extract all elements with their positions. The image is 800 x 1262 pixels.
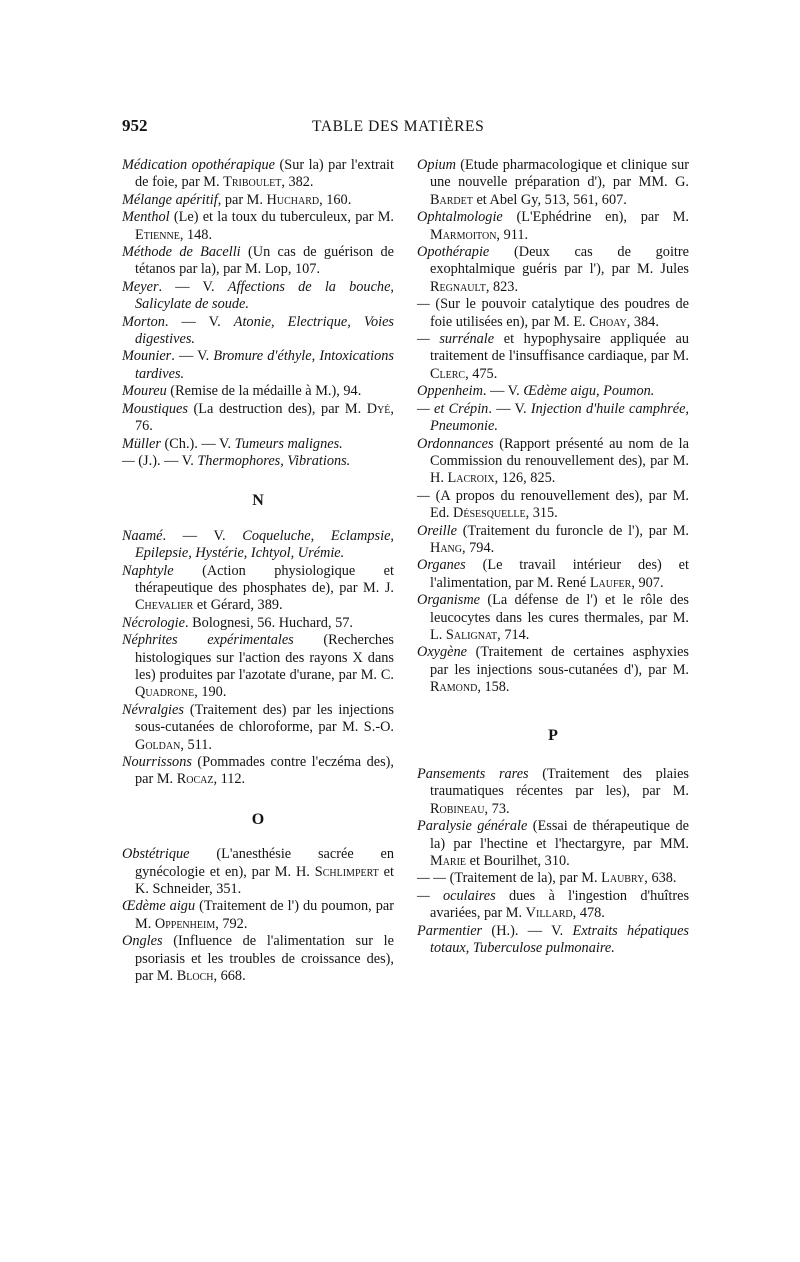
entry-author: Lacroix xyxy=(447,470,495,487)
entry-author: Salignat xyxy=(445,626,498,643)
entry-heading: Mounier xyxy=(122,348,172,365)
entry-heading: Mélange apéritif xyxy=(122,191,218,208)
index-entry xyxy=(122,754,394,789)
entry-list-p xyxy=(417,766,689,957)
entry-author: Oppenheim xyxy=(154,915,216,932)
entry-text: (Sur la) par l'extrait de foie, par M. xyxy=(135,157,394,191)
entry-text: (Ch.). — V. xyxy=(160,435,235,452)
entry-heading: Opium xyxy=(417,157,456,173)
index-entry xyxy=(122,157,394,192)
index-entry xyxy=(417,870,689,887)
entry-author: Huchard xyxy=(266,191,320,208)
section-letter-n: N xyxy=(252,492,264,510)
entry-text: et hypophysaire appliquée au traitement de l'insuffisance cardiaque, par M. xyxy=(430,331,689,365)
entry-tail: , 126, 825. xyxy=(494,470,556,487)
entry-see-also: Œdème aigu, Poumon. xyxy=(523,383,655,400)
entry-heading: Ophtalmologie xyxy=(417,209,503,226)
entry-tail: , 384. xyxy=(626,313,659,330)
entry-author: Bardet xyxy=(430,191,473,208)
index-entry xyxy=(122,933,394,985)
entry-tail: et Bourilhet, 310. xyxy=(466,853,570,870)
index-entry xyxy=(417,923,689,958)
entry-heading: — oculaires xyxy=(417,887,496,904)
entry-author: Laubry xyxy=(601,870,645,887)
index-entry xyxy=(122,401,394,436)
index-entry xyxy=(122,192,394,209)
entry-text: (Traitement des plaies traumatiques récentes par les), par M. xyxy=(430,766,689,800)
entry-text: (Traitement de la), par M. xyxy=(446,870,602,887)
entry-heading: Nécrologie xyxy=(122,614,185,631)
entry-heading: Morton xyxy=(122,313,165,330)
entry-heading: Ongles xyxy=(122,933,163,950)
entry-text: (Traitement de l') du poumon, par M. xyxy=(135,898,394,932)
entry-heading: Névralgies xyxy=(122,701,184,718)
entry-tail: , 668. xyxy=(213,968,246,985)
index-entry xyxy=(417,436,689,488)
entry-text: (H.). — V. xyxy=(482,922,573,939)
entry-text: (L'anesthésie sacrée en gynécologie et en), par M. H. xyxy=(135,846,394,880)
entry-tail: , 911. xyxy=(496,226,529,243)
index-entry xyxy=(122,244,394,279)
index-entry xyxy=(122,528,394,563)
entry-author: Villard xyxy=(525,905,573,922)
entry-text: . — V. xyxy=(488,400,531,417)
entry-heading: Müller xyxy=(122,435,161,452)
entry-text: dues à l'ingestion d'huîtres avariées, par M. xyxy=(430,887,690,922)
index-entry xyxy=(417,296,689,331)
entry-text: . Bolognesi, 56. Huchard, 57. xyxy=(185,614,353,631)
entry-see-also: Injection d'huile camphrée, Pneumonie. xyxy=(430,400,689,435)
entry-text: (A propos du renouvellement des), par M. Ed. xyxy=(429,487,689,522)
entry-text: (Remise de la médaille à M.), 94. xyxy=(166,383,362,400)
entry-heading: — — xyxy=(417,870,446,887)
entry-tail: , 190. xyxy=(194,684,227,701)
index-entry xyxy=(417,766,689,818)
entry-author: Ramond xyxy=(430,679,478,696)
entry-heading: Parmentier xyxy=(417,922,483,939)
entry-text: (Action physiologique et thérapeutique des phosphates de), par M. J. xyxy=(135,562,394,596)
entry-heading: Moustiques xyxy=(122,400,188,417)
index-entry xyxy=(122,279,394,314)
entry-text: (Le travail intérieur des) et l'alimentation, par M. René xyxy=(430,557,689,591)
entry-tail: , 823. xyxy=(485,278,519,295)
index-entry xyxy=(122,436,394,453)
entry-author: Laufer xyxy=(589,574,632,591)
entry-heading: Paralysie générale xyxy=(417,818,528,835)
entry-author: Clerc xyxy=(430,365,466,382)
entry-heading: Néphrites expérimentales xyxy=(122,632,294,649)
index-entry xyxy=(122,563,394,615)
entry-heading: — xyxy=(122,452,135,469)
index-entry xyxy=(417,244,689,296)
entry-text: (Traitement des) par les injections sous-cutanées de chloroforme, par M. S.-O. xyxy=(135,701,394,736)
entry-heading: Moureu xyxy=(122,383,167,400)
entry-heading: Meyer xyxy=(122,278,159,295)
entry-heading: Naphtyle xyxy=(122,562,174,579)
entry-text: . — V. xyxy=(164,313,234,330)
entry-text: (La défense de l') et le rôle des leucocytes dans les cures thermales, par M. L. xyxy=(430,592,689,643)
entry-tail: , 148. xyxy=(179,226,213,243)
index-entry xyxy=(417,383,689,400)
entry-text: (Pommades contre l'eczéma des), par M. xyxy=(135,754,394,788)
entry-author: Choay xyxy=(589,313,627,330)
entry-heading: Œdème aigu xyxy=(122,898,196,915)
entry-text: (Sur le pouvoir catalytique des poudres de foie utilisées en), par M. E. xyxy=(429,296,689,330)
entry-author: Dyé xyxy=(366,400,391,417)
entry-text: (Le) et la toux du tuberculeux, par M. xyxy=(169,209,394,226)
section-letter-o: O xyxy=(251,810,265,828)
entry-list-m xyxy=(122,157,394,470)
entry-author: Triboulet xyxy=(223,174,282,191)
entry-tail: , 478. xyxy=(572,905,605,922)
entry-author: Chevalier xyxy=(135,597,194,614)
entry-author: Désesquelle xyxy=(453,505,526,522)
entry-text: (Un cas de guérison de tétanos par la), par M. Lop, 107. xyxy=(135,244,394,278)
entry-heading: Opothérapie xyxy=(417,244,490,261)
entry-list-n xyxy=(122,528,394,789)
entry-tail: , 714. xyxy=(497,626,530,643)
entry-tail: , 382. xyxy=(281,174,314,191)
entry-see-also: Atonie, Electrique, Voies digestives. xyxy=(135,313,394,348)
entry-heading: Organisme xyxy=(417,592,481,609)
index-entry xyxy=(417,523,689,558)
entry-see-also: Coqueluche, Eclampsie, Epilepsie, Hystérie, Ichtyol, Urémie. xyxy=(135,527,394,562)
entry-author: Rocaz xyxy=(176,771,214,788)
entry-see-also: Affections de la bouche, Salicylate de soude. xyxy=(135,278,394,313)
entry-heading: — et Crépin xyxy=(417,400,489,417)
entry-author: Robineau xyxy=(430,800,485,817)
entry-tail: , 315. xyxy=(525,505,558,522)
entry-text: , par M. xyxy=(217,191,267,208)
entry-text: (La destruction des), par M. xyxy=(187,400,367,417)
entry-heading: Méthode de Bacelli xyxy=(122,244,241,261)
entry-heading: — surrénale xyxy=(417,331,495,348)
entry-author: Schlimpert xyxy=(314,863,379,880)
index-entry xyxy=(417,818,689,870)
entry-text: (Recherches histologiques sur l'action des rayons X dans les) produites par l'azotate d'urane, par M. C. xyxy=(135,632,394,683)
page-number: 952 xyxy=(122,116,148,135)
entry-heading: Pansements rares xyxy=(417,766,529,782)
index-entry xyxy=(122,348,394,383)
entry-list-o-right xyxy=(417,157,689,697)
entry-see-also: Bromure d'éthyle, Intoxications tardives. xyxy=(135,348,394,382)
entry-author: Etienne xyxy=(135,226,180,243)
left-column xyxy=(122,157,394,985)
index-entry xyxy=(417,592,689,644)
entry-tail: et K. Schneider, 351. xyxy=(135,863,394,898)
entry-tail: et Gérard, 389. xyxy=(193,597,283,614)
entry-tail: et Abel Gy, 513, 561, 607. xyxy=(472,191,627,208)
index-entry xyxy=(417,488,689,523)
entry-heading: — xyxy=(417,296,430,313)
index-entry xyxy=(122,846,394,898)
entry-author: Bloch xyxy=(176,968,214,985)
index-entry xyxy=(417,331,689,383)
entry-author: Quadrone xyxy=(135,684,195,701)
index-entry xyxy=(122,898,394,933)
entry-tail: , 792. xyxy=(215,915,248,932)
index-entry xyxy=(417,157,689,209)
entry-text: . — V. xyxy=(158,278,228,295)
entry-heading: Menthol xyxy=(122,209,170,226)
entry-text: (Deux cas de goitre exophtalmique guéris par l'), par M. Jules xyxy=(430,244,689,278)
entry-heading: Oreille xyxy=(417,522,457,539)
index-entry xyxy=(122,453,394,470)
index-entry xyxy=(122,632,394,702)
entry-author: Hang xyxy=(430,539,462,556)
entry-text: (Etude pharmacologique et clinique sur une nouvelle préparation d'), par MM. G. xyxy=(430,157,689,191)
index-entry xyxy=(417,401,689,436)
entry-heading: Nourrissons xyxy=(122,754,192,770)
entry-text: (Traitement de certaines asphyxies par les injections sous-cutanées d'), par M. xyxy=(430,644,689,678)
index-entry xyxy=(417,209,689,244)
entry-tail: , 907. xyxy=(631,574,664,591)
entry-heading: Médication opothérapique xyxy=(122,157,275,173)
entry-tail: , 638. xyxy=(644,870,677,887)
entry-text: (Influence de l'alimentation sur le psoriasis et les troubles de croissance des), par M. xyxy=(135,933,394,985)
entry-heading: Oxygène xyxy=(417,644,468,661)
index-entry xyxy=(122,615,394,632)
entry-heading: Ordonnances xyxy=(417,435,494,452)
entry-heading: Naamé xyxy=(122,527,163,544)
entry-tail: , 76. xyxy=(135,400,394,435)
entry-text: . — V. xyxy=(482,383,524,400)
right-column xyxy=(417,157,689,957)
entry-tail: , 475. xyxy=(465,365,498,382)
index-entry xyxy=(417,644,689,696)
index-entry xyxy=(122,314,394,349)
entry-author: Marie xyxy=(430,853,467,870)
index-entry xyxy=(417,557,689,592)
entry-tail: , 112. xyxy=(213,771,246,788)
entry-text: (J.). — V. xyxy=(134,452,198,469)
entry-author: Marmoiton xyxy=(430,226,497,243)
entry-see-also: Tumeurs malignes. xyxy=(234,435,343,452)
entry-heading: Obstétrique xyxy=(122,846,190,863)
index-entry xyxy=(417,888,689,923)
entry-see-also: Extraits hépatiques totaux, Tuberculose pulmonaire. xyxy=(430,922,689,957)
entry-heading: Oppenheim xyxy=(417,383,483,400)
entry-author: Regnault xyxy=(430,278,486,295)
entry-text: . — V. xyxy=(162,527,243,544)
entry-text: . — V. xyxy=(171,348,214,365)
entry-text: (Essai de thérapeutique de la) par l'hectine et l'hectargyre, par MM. xyxy=(430,818,690,852)
entry-heading: Organes xyxy=(417,557,466,574)
index-entry xyxy=(122,383,394,400)
section-letter-p: P xyxy=(548,726,558,744)
entry-heading: — xyxy=(417,487,430,504)
entry-see-also: Thermophores, Vibrations. xyxy=(197,452,351,469)
index-entry xyxy=(122,702,394,754)
running-title: TABLE DES MATIÈRES xyxy=(312,118,485,135)
entry-text: (Rapport présenté au nom de la Commission du renouvellement des), par M. H. xyxy=(430,435,689,487)
entry-list-o-left xyxy=(122,846,394,985)
entry-text: (L'Ephédrine en), par M. xyxy=(502,209,689,226)
entry-tail: , 158. xyxy=(477,679,510,696)
entry-tail: , 794. xyxy=(462,539,495,556)
entry-tail: , 160. xyxy=(319,191,352,208)
entry-tail: , 511. xyxy=(180,736,212,753)
index-entry xyxy=(122,209,394,244)
entry-text: (Traitement du furoncle de l'), par M. xyxy=(456,522,689,539)
entry-tail: , 73. xyxy=(484,800,510,817)
entry-author: Goldan xyxy=(135,736,181,753)
